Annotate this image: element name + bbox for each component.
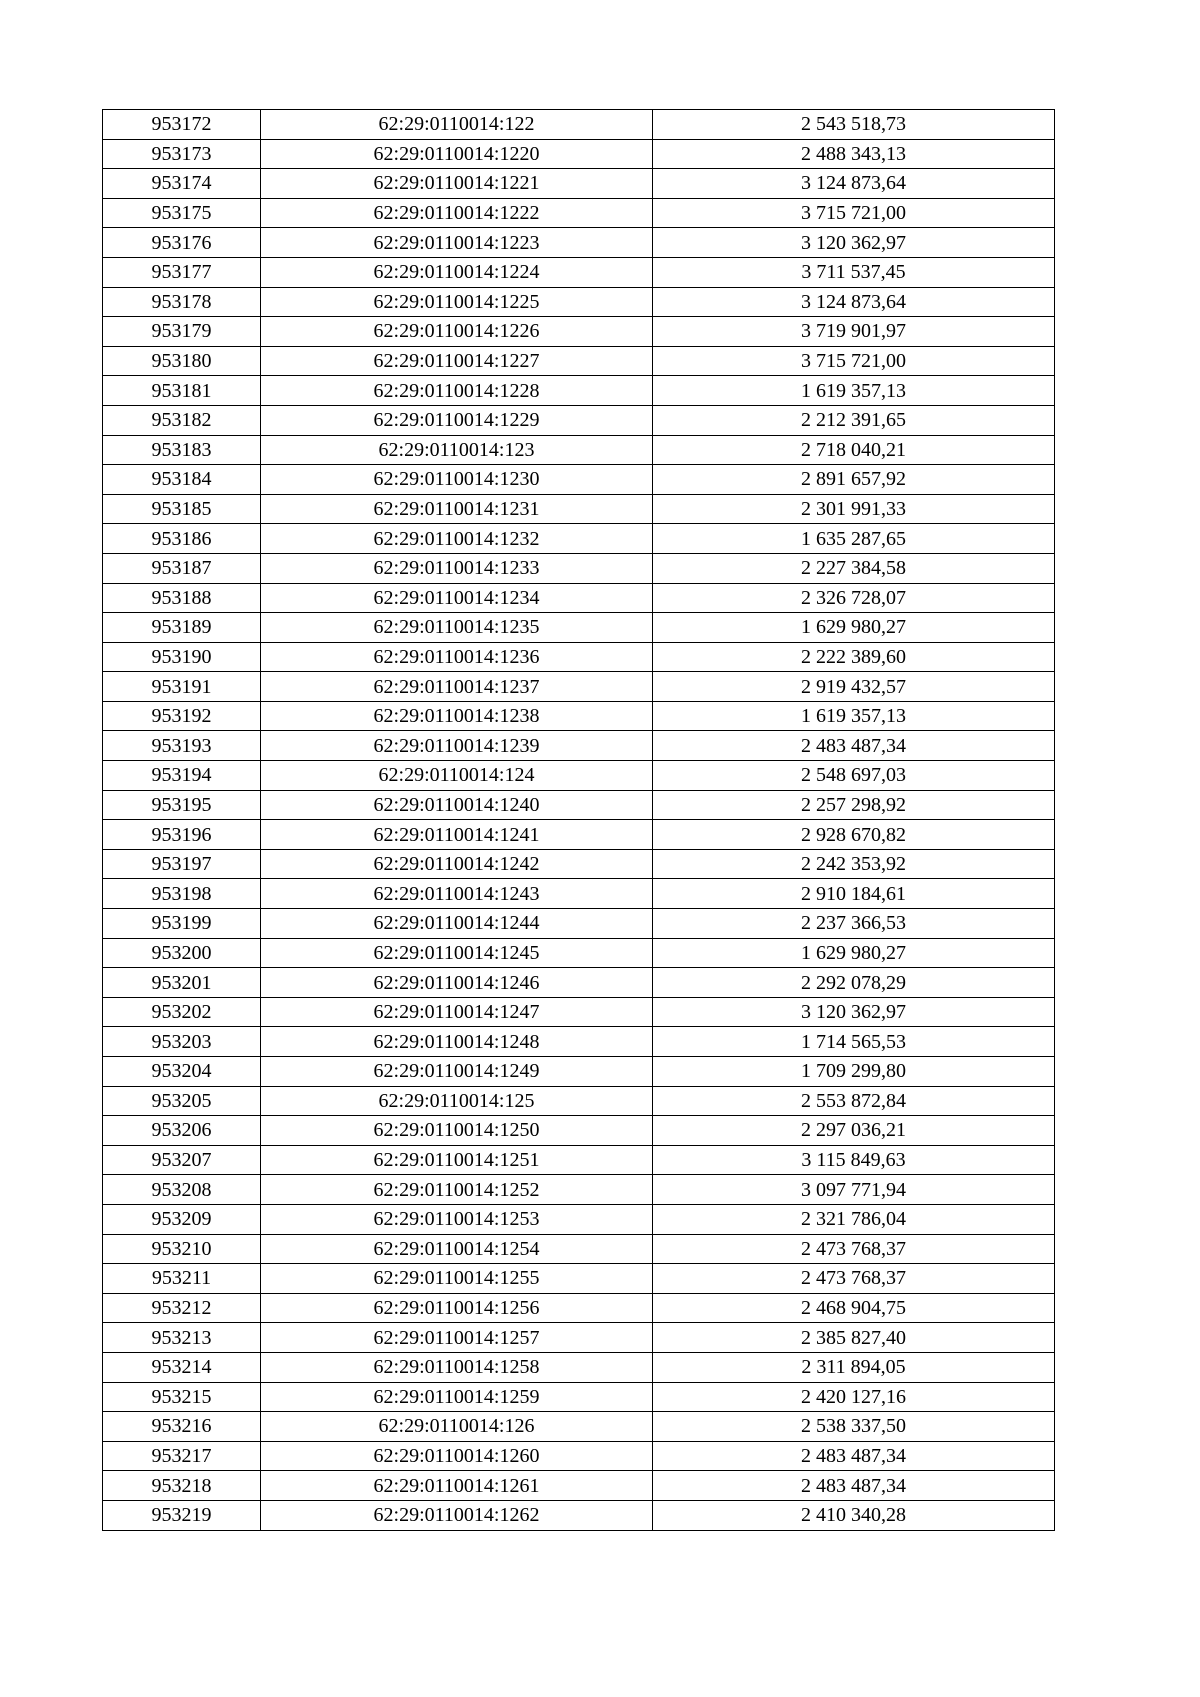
cadastral-value-cell: 2 222 389,60 — [653, 642, 1055, 672]
cadastral-number-cell: 62:29:0110014:123 — [261, 435, 653, 465]
row-number-cell: 953195 — [103, 790, 261, 820]
cadastral-number-cell: 62:29:0110014:1220 — [261, 139, 653, 169]
cadastral-number-cell: 62:29:0110014:126 — [261, 1412, 653, 1442]
row-number-cell: 953183 — [103, 435, 261, 465]
row-number-cell: 953188 — [103, 583, 261, 613]
cadastral-number-cell: 62:29:0110014:124 — [261, 761, 653, 791]
cadastral-number-cell: 62:29:0110014:1260 — [261, 1441, 653, 1471]
cadastral-value-cell: 2 538 337,50 — [653, 1412, 1055, 1442]
row-number-cell: 953196 — [103, 820, 261, 850]
table-row — [103, 1175, 1055, 1205]
cadastral-value-cell: 2 292 078,29 — [653, 968, 1055, 998]
row-number-cell: 953178 — [103, 287, 261, 317]
cadastral-value-cell: 2 483 487,34 — [653, 731, 1055, 761]
row-number-cell: 953219 — [103, 1500, 261, 1530]
table-row — [103, 1352, 1055, 1382]
table-row — [103, 317, 1055, 347]
table-row — [103, 376, 1055, 406]
cadastral-value-cell: 2 326 728,07 — [653, 583, 1055, 613]
cadastral-value-cell: 2 488 343,13 — [653, 139, 1055, 169]
cadastral-value-cell: 2 410 340,28 — [653, 1500, 1055, 1530]
row-number-cell: 953199 — [103, 909, 261, 939]
cadastral-value-cell: 2 311 894,05 — [653, 1352, 1055, 1382]
cadastral-value-cell: 2 928 670,82 — [653, 820, 1055, 850]
cadastral-value-cell: 2 718 040,21 — [653, 435, 1055, 465]
cadastral-number-cell: 62:29:0110014:1229 — [261, 405, 653, 435]
row-number-cell: 953197 — [103, 849, 261, 879]
row-number-cell: 953212 — [103, 1293, 261, 1323]
table-row — [103, 287, 1055, 317]
cadastral-number-cell: 62:29:0110014:1236 — [261, 642, 653, 672]
table-row — [103, 1500, 1055, 1530]
table-row — [103, 820, 1055, 850]
cadastral-number-cell: 62:29:0110014:1252 — [261, 1175, 653, 1205]
table-row — [103, 465, 1055, 495]
cadastral-value-cell: 2 483 487,34 — [653, 1441, 1055, 1471]
cadastral-value-cell: 2 483 487,34 — [653, 1471, 1055, 1501]
table-row — [103, 672, 1055, 702]
cadastral-number-cell: 62:29:0110014:1254 — [261, 1234, 653, 1264]
table-row — [103, 997, 1055, 1027]
cadastral-value-cell: 3 715 721,00 — [653, 346, 1055, 376]
row-number-cell: 953207 — [103, 1145, 261, 1175]
cadastral-number-cell: 62:29:0110014:1250 — [261, 1116, 653, 1146]
cadastral-value-cell: 2 468 904,75 — [653, 1293, 1055, 1323]
row-number-cell: 953203 — [103, 1027, 261, 1057]
table-row — [103, 1323, 1055, 1353]
row-number-cell: 953202 — [103, 997, 261, 1027]
row-number-cell: 953184 — [103, 465, 261, 495]
table-row — [103, 1086, 1055, 1116]
table-row — [103, 346, 1055, 376]
cadastral-value-cell: 2 237 366,53 — [653, 909, 1055, 939]
cadastral-number-cell: 62:29:0110014:1262 — [261, 1500, 653, 1530]
table-row — [103, 110, 1055, 140]
table-row — [103, 909, 1055, 939]
row-number-cell: 953187 — [103, 553, 261, 583]
row-number-cell: 953193 — [103, 731, 261, 761]
cadastral-value-cell: 3 715 721,00 — [653, 198, 1055, 228]
table-row — [103, 1471, 1055, 1501]
cadastral-value-cell: 1 714 565,53 — [653, 1027, 1055, 1057]
cadastral-number-cell: 62:29:0110014:1242 — [261, 849, 653, 879]
row-number-cell: 953198 — [103, 879, 261, 909]
table-row — [103, 228, 1055, 258]
cadastral-number-cell: 62:29:0110014:1255 — [261, 1264, 653, 1294]
row-number-cell: 953217 — [103, 1441, 261, 1471]
cadastral-number-cell: 62:29:0110014:1223 — [261, 228, 653, 258]
table-row — [103, 1382, 1055, 1412]
table-row — [103, 494, 1055, 524]
row-number-cell: 953208 — [103, 1175, 261, 1205]
row-number-cell: 953213 — [103, 1323, 261, 1353]
cadastral-value-cell: 2 420 127,16 — [653, 1382, 1055, 1412]
row-number-cell: 953216 — [103, 1412, 261, 1442]
table-row — [103, 701, 1055, 731]
table-row — [103, 583, 1055, 613]
table-row — [103, 642, 1055, 672]
cadastral-number-cell: 62:29:0110014:1238 — [261, 701, 653, 731]
cadastral-value-cell: 3 124 873,64 — [653, 169, 1055, 199]
table-row — [103, 198, 1055, 228]
table-row — [103, 879, 1055, 909]
table-body — [103, 110, 1055, 1531]
table-row — [103, 553, 1055, 583]
cadastral-number-cell: 62:29:0110014:1258 — [261, 1352, 653, 1382]
row-number-cell: 953204 — [103, 1057, 261, 1087]
table-row — [103, 731, 1055, 761]
cadastral-number-cell: 62:29:0110014:1240 — [261, 790, 653, 820]
table-row — [103, 849, 1055, 879]
cadastral-value-cell: 2 891 657,92 — [653, 465, 1055, 495]
row-number-cell: 953176 — [103, 228, 261, 258]
cadastral-number-cell: 62:29:0110014:1243 — [261, 879, 653, 909]
cadastral-value-cell: 3 711 537,45 — [653, 257, 1055, 287]
row-number-cell: 953218 — [103, 1471, 261, 1501]
cadastral-number-cell: 62:29:0110014:1230 — [261, 465, 653, 495]
cadastral-value-cell: 2 301 991,33 — [653, 494, 1055, 524]
row-number-cell: 953209 — [103, 1204, 261, 1234]
table-row — [103, 435, 1055, 465]
cadastral-number-cell: 62:29:0110014:1247 — [261, 997, 653, 1027]
table-row — [103, 1412, 1055, 1442]
cadastral-number-cell: 62:29:0110014:1233 — [261, 553, 653, 583]
cadastral-value-cell: 2 212 391,65 — [653, 405, 1055, 435]
cadastral-number-cell: 62:29:0110014:1246 — [261, 968, 653, 998]
cadastral-number-cell: 62:29:0110014:1222 — [261, 198, 653, 228]
cadastral-number-cell: 62:29:0110014:1257 — [261, 1323, 653, 1353]
cadastral-value-cell: 2 910 184,61 — [653, 879, 1055, 909]
cadastral-value-cell: 2 227 384,58 — [653, 553, 1055, 583]
cadastral-number-cell: 62:29:0110014:1261 — [261, 1471, 653, 1501]
cadastral-value-cell: 1 619 357,13 — [653, 376, 1055, 406]
cadastral-value-cell: 2 473 768,37 — [653, 1234, 1055, 1264]
cadastral-number-cell: 62:29:0110014:1224 — [261, 257, 653, 287]
table-row — [103, 1204, 1055, 1234]
table-row — [103, 1057, 1055, 1087]
row-number-cell: 953172 — [103, 110, 261, 140]
cadastral-value-cell: 3 115 849,63 — [653, 1145, 1055, 1175]
table-row — [103, 1234, 1055, 1264]
table-row — [103, 938, 1055, 968]
row-number-cell: 953177 — [103, 257, 261, 287]
cadastral-value-cell: 1 709 299,80 — [653, 1057, 1055, 1087]
row-number-cell: 953206 — [103, 1116, 261, 1146]
table-row — [103, 1116, 1055, 1146]
row-number-cell: 953182 — [103, 405, 261, 435]
cadastral-number-cell: 62:29:0110014:122 — [261, 110, 653, 140]
cadastral-value-cell: 2 543 518,73 — [653, 110, 1055, 140]
table-row — [103, 790, 1055, 820]
table-row — [103, 613, 1055, 643]
cadastral-value-cell: 2 321 786,04 — [653, 1204, 1055, 1234]
row-number-cell: 953181 — [103, 376, 261, 406]
row-number-cell: 953185 — [103, 494, 261, 524]
table-row — [103, 524, 1055, 554]
cadastral-number-cell: 62:29:0110014:125 — [261, 1086, 653, 1116]
cadastral-value-cell: 3 719 901,97 — [653, 317, 1055, 347]
row-number-cell: 953214 — [103, 1352, 261, 1382]
cadastral-number-cell: 62:29:0110014:1259 — [261, 1382, 653, 1412]
cadastral-number-cell: 62:29:0110014:1225 — [261, 287, 653, 317]
cadastral-number-cell: 62:29:0110014:1248 — [261, 1027, 653, 1057]
cadastral-value-table — [102, 109, 1055, 1531]
cadastral-number-cell: 62:29:0110014:1244 — [261, 909, 653, 939]
row-number-cell: 953174 — [103, 169, 261, 199]
table-row — [103, 1027, 1055, 1057]
table-row — [103, 968, 1055, 998]
row-number-cell: 953210 — [103, 1234, 261, 1264]
cadastral-value-cell: 1 629 980,27 — [653, 938, 1055, 968]
cadastral-number-cell: 62:29:0110014:1237 — [261, 672, 653, 702]
row-number-cell: 953189 — [103, 613, 261, 643]
row-number-cell: 953194 — [103, 761, 261, 791]
cadastral-value-cell: 2 919 432,57 — [653, 672, 1055, 702]
cadastral-value-cell: 2 257 298,92 — [653, 790, 1055, 820]
cadastral-number-cell: 62:29:0110014:1231 — [261, 494, 653, 524]
cadastral-value-cell: 2 548 697,03 — [653, 761, 1055, 791]
row-number-cell: 953201 — [103, 968, 261, 998]
row-number-cell: 953192 — [103, 701, 261, 731]
table-row — [103, 1441, 1055, 1471]
cadastral-value-cell: 1 635 287,65 — [653, 524, 1055, 554]
cadastral-number-cell: 62:29:0110014:1253 — [261, 1204, 653, 1234]
cadastral-value-cell: 1 619 357,13 — [653, 701, 1055, 731]
cadastral-number-cell: 62:29:0110014:1234 — [261, 583, 653, 613]
row-number-cell: 953190 — [103, 642, 261, 672]
row-number-cell: 953179 — [103, 317, 261, 347]
row-number-cell: 953205 — [103, 1086, 261, 1116]
cadastral-number-cell: 62:29:0110014:1232 — [261, 524, 653, 554]
cadastral-number-cell: 62:29:0110014:1226 — [261, 317, 653, 347]
table-row — [103, 169, 1055, 199]
cadastral-value-cell: 1 629 980,27 — [653, 613, 1055, 643]
table-row — [103, 257, 1055, 287]
table-row — [103, 761, 1055, 791]
cadastral-value-cell: 2 297 036,21 — [653, 1116, 1055, 1146]
cadastral-number-cell: 62:29:0110014:1235 — [261, 613, 653, 643]
row-number-cell: 953180 — [103, 346, 261, 376]
row-number-cell: 953186 — [103, 524, 261, 554]
cadastral-number-cell: 62:29:0110014:1228 — [261, 376, 653, 406]
cadastral-value-cell: 3 120 362,97 — [653, 997, 1055, 1027]
cadastral-value-cell: 2 553 872,84 — [653, 1086, 1055, 1116]
table-row — [103, 405, 1055, 435]
cadastral-value-cell: 2 385 827,40 — [653, 1323, 1055, 1353]
cadastral-value-cell: 3 120 362,97 — [653, 228, 1055, 258]
row-number-cell: 953215 — [103, 1382, 261, 1412]
cadastral-value-cell: 2 242 353,92 — [653, 849, 1055, 879]
cadastral-number-cell: 62:29:0110014:1241 — [261, 820, 653, 850]
row-number-cell: 953175 — [103, 198, 261, 228]
cadastral-number-cell: 62:29:0110014:1249 — [261, 1057, 653, 1087]
cadastral-number-cell: 62:29:0110014:1245 — [261, 938, 653, 968]
row-number-cell: 953191 — [103, 672, 261, 702]
table-row — [103, 1264, 1055, 1294]
row-number-cell: 953211 — [103, 1264, 261, 1294]
table-row — [103, 139, 1055, 169]
cadastral-value-cell: 2 473 768,37 — [653, 1264, 1055, 1294]
cadastral-number-cell: 62:29:0110014:1256 — [261, 1293, 653, 1323]
cadastral-number-cell: 62:29:0110014:1221 — [261, 169, 653, 199]
row-number-cell: 953200 — [103, 938, 261, 968]
table-row — [103, 1293, 1055, 1323]
cadastral-value-cell: 3 124 873,64 — [653, 287, 1055, 317]
cadastral-number-cell: 62:29:0110014:1227 — [261, 346, 653, 376]
cadastral-number-cell: 62:29:0110014:1251 — [261, 1145, 653, 1175]
cadastral-number-cell: 62:29:0110014:1239 — [261, 731, 653, 761]
table-row — [103, 1145, 1055, 1175]
cadastral-value-cell: 3 097 771,94 — [653, 1175, 1055, 1205]
row-number-cell: 953173 — [103, 139, 261, 169]
